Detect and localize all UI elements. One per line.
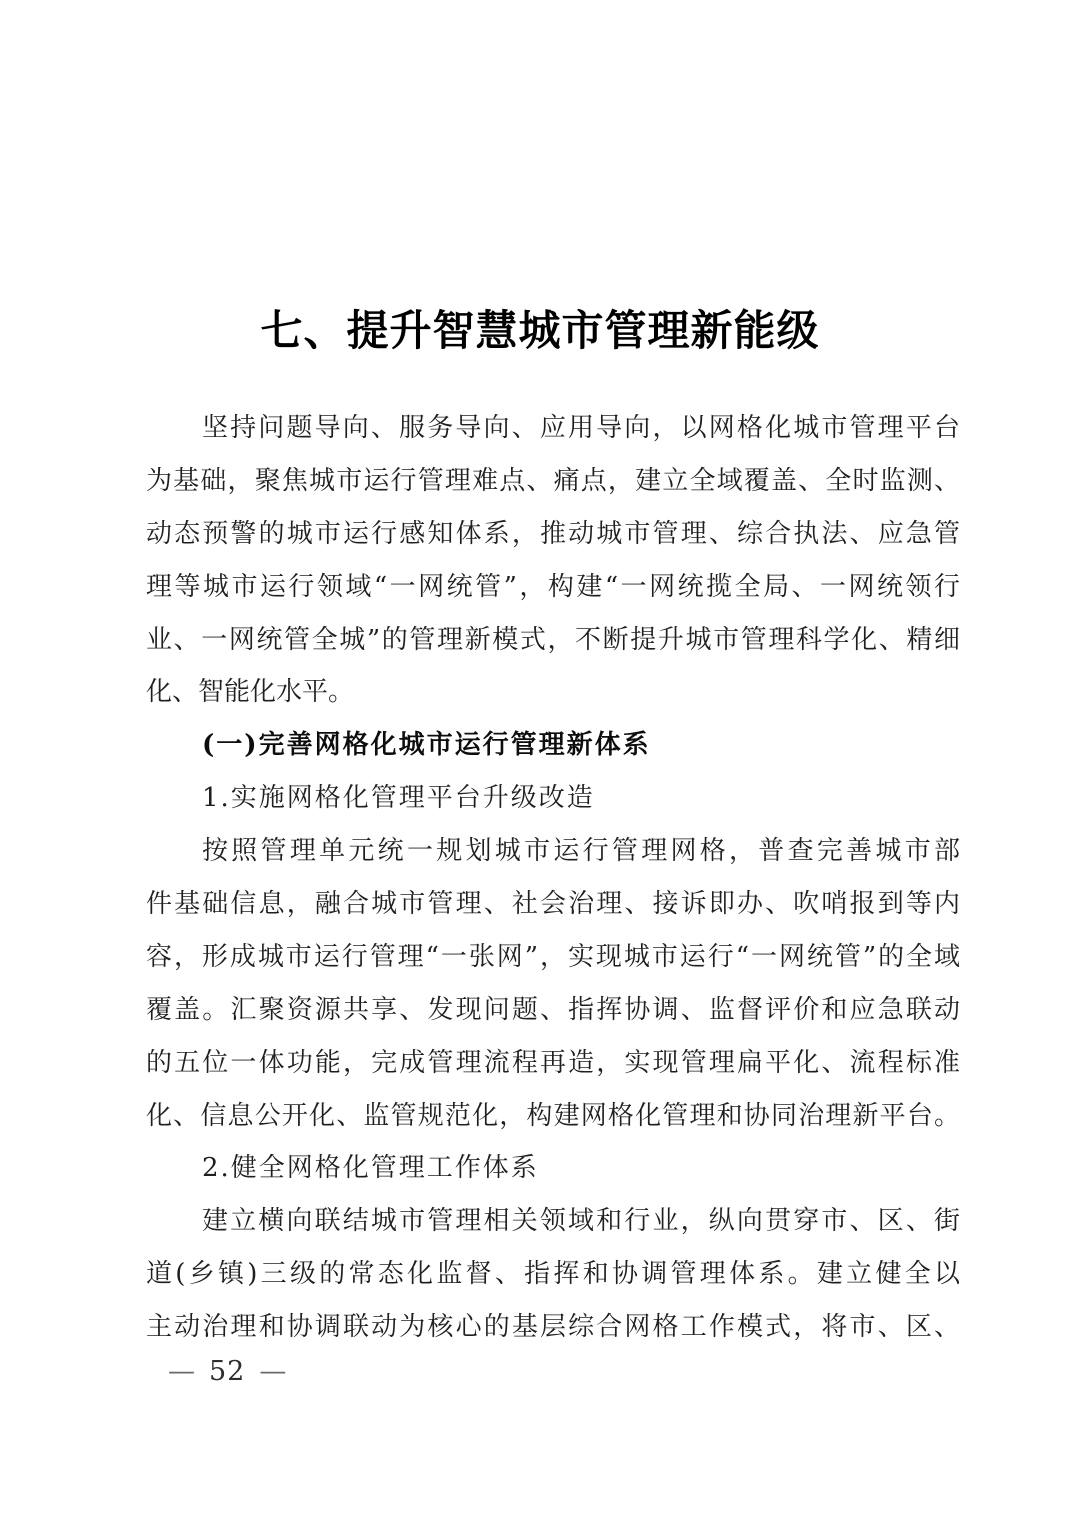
body-line: 业、一网统管全城”的管理新模式，不断提升城市管理科学化、精细 <box>146 624 960 655</box>
page-number-dash-right: — <box>259 1356 287 1387</box>
body-line: 覆盖。汇聚资源共享、发现问题、指挥协调、监督评价和应急联动 <box>146 994 960 1025</box>
body-line: 化、智能化水平。 <box>146 677 355 708</box>
body-line: 化、信息公开化、监管规范化，构建网格化管理和协同治理新平台。 <box>146 1100 960 1131</box>
document-title <box>0 306 1080 356</box>
body-line: 的五位一体功能，完成管理流程再造，实现管理扁平化、流程标准 <box>146 1047 960 1078</box>
body-line: 按照管理单元统一规划城市运行管理网格，普查完善城市部 <box>202 836 960 867</box>
document-body <box>146 402 960 1354</box>
document-title-text: 七、提升智慧城市管理新能级 <box>260 306 820 356</box>
body-line: 容，形成城市运行管理“一张网”，实现城市运行“一网统管”的全域 <box>146 941 960 972</box>
body-line: 坚持问题导向、服务导向、应用导向，以网格化城市管理平台 <box>202 413 960 443</box>
numbered-heading: 2.健全网格化管理工作体系 <box>202 1153 539 1184</box>
body-line: 动态预警的城市运行感知体系，推动城市管理、综合执法、应急管 <box>146 518 960 549</box>
body-line: 理等城市运行领域“一网统管”，构建“一网统揽全局、一网统领行 <box>146 571 960 602</box>
numbered-heading: 1.实施网格化管理平台升级改造 <box>202 783 595 814</box>
body-line: 主动治理和协调联动为核心的基层综合网格工作模式，将市、区、 <box>146 1312 960 1343</box>
body-line: 道(乡镇)三级的常态化监督、指挥和协调管理体系。建立健全以 <box>146 1259 960 1290</box>
body-line: 为基础，聚焦城市运行管理难点、痛点，建立全域覆盖、全时监测、 <box>146 465 960 496</box>
page-number: 52 <box>209 1356 246 1387</box>
section-heading: (一)完善网格化城市运行管理新体系 <box>202 730 651 761</box>
body-line: 件基础信息，融合城市管理、社会治理、接诉即办、吹哨报到等内 <box>146 889 960 920</box>
page-number-footer <box>168 1352 286 1392</box>
body-line: 建立横向联结城市管理相关领域和行业，纵向贯穿市、区、街 <box>202 1206 960 1237</box>
page-number-dash-left: — <box>168 1356 195 1387</box>
